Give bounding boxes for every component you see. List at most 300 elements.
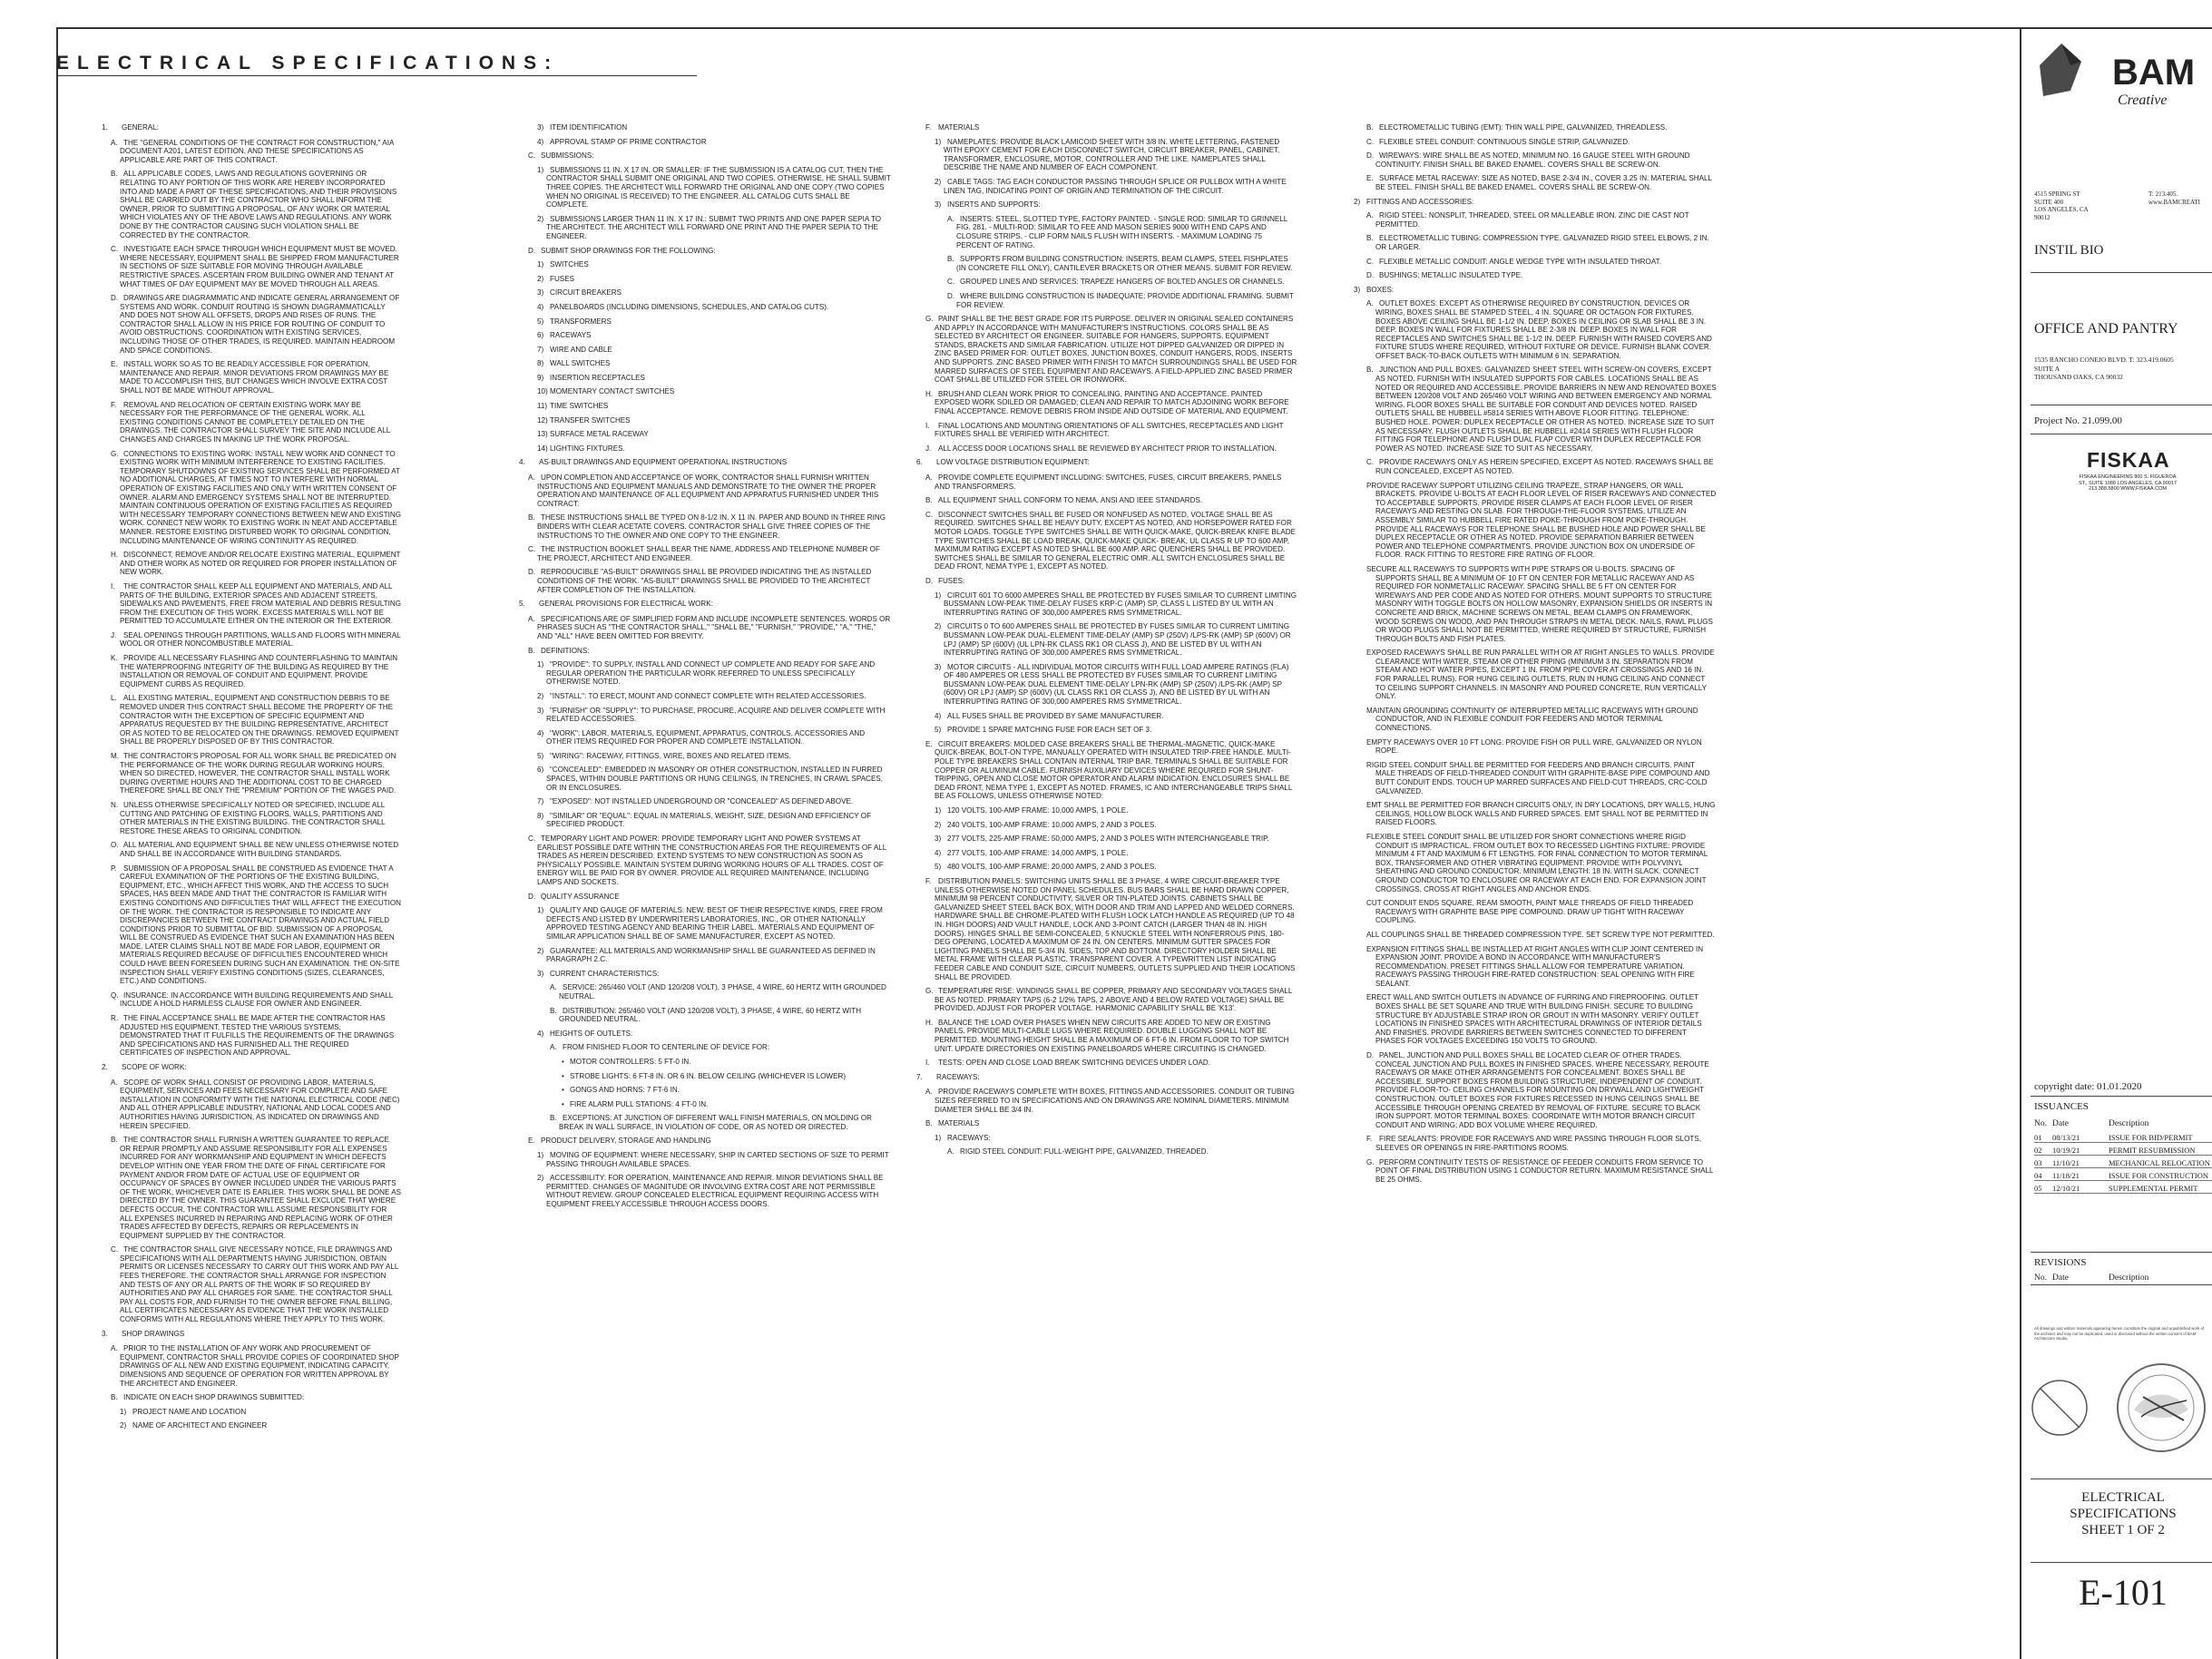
spec-text: INSERTION RECEPTACLES <box>550 373 645 382</box>
spec-marker: 7. <box>916 1072 923 1081</box>
spec-marker: 1) <box>935 1133 942 1142</box>
spec-paragraph <box>519 275 891 284</box>
spec-paragraph <box>519 247 891 256</box>
spec-text: 240 VOLTS, 100-AMP FRAME: 10,000 AMPS, 2 AND 3 POLES. <box>947 820 1157 829</box>
spec-text: MOVING OF EQUIPMENT: WHERE NECESSARY, SHIP IN CARTED SECTIONS OF SIZE TO PERMIT PASSING THROUGH AVAILABLE SPACES. <box>546 1151 889 1168</box>
issuance-date: 10/19/21 <box>2052 1146 2080 1155</box>
spec-marker: 2) <box>120 1421 127 1430</box>
firm-address-line: 90012 <box>2034 213 2051 221</box>
col-header-description: Description <box>2109 1274 2149 1283</box>
logo-text: BAM <box>2112 53 2196 93</box>
spec-paragraph <box>519 983 891 1000</box>
spec-paragraph <box>519 568 891 594</box>
spec-paragraph <box>1336 151 1717 169</box>
spec-marker: D. <box>111 294 119 303</box>
spec-marker: C. <box>1366 458 1375 467</box>
spec-text: PROVIDE COMPLETE EQUIPMENT INCLUDING: SWITCHES, FUSES, CIRCUIT BREAKERS, PANELS AND TRANSFORMERS. <box>935 473 1282 491</box>
spec-paragraph <box>519 317 891 327</box>
spec-paragraph <box>519 303 891 312</box>
spec-text: GENERAL PROVISIONS FOR ELECTRICAL WORK: <box>539 600 713 609</box>
spec-paragraph <box>102 170 401 239</box>
spec-marker: 4. <box>519 458 525 467</box>
spec-paragraph <box>519 766 891 792</box>
spec-paragraph <box>1336 258 1717 267</box>
spec-text: INSTALL WORK SO AS TO BE READILY ACCESSIBLE FOR OPERATION, MAINTENANCE AND REPAIR. MINOR DEVIATIONS FROM DRAWINGS MAY BE MADE TO ACCOMPLISH THIS, BUT CHANGES WHICH INVOLVE EXTRA COST SHALL NOT BE MADE WITHOUT APPROVAL. <box>120 360 389 395</box>
issuance-date: 08/13/21 <box>2052 1133 2080 1142</box>
spec-text: "EXPOSED": NOT INSTALLED UNDERGROUND OR "CONCEALED" AS DEFINED ABOVE. <box>550 797 854 806</box>
spec-paragraph <box>519 893 891 902</box>
spec-text: THE FINAL ACCEPTANCE SHALL BE MADE AFTER THE CONTRACTOR HAS ADJUSTED HIS EQUIPMENT, TESTED THE VARIOUS SYSTEMS, DEMONSTRATED THAT IT FULFILLS THE REQUIREMENTS OF THE DRAWINGS AND SPECIFICATIONS AND HAS FURNISHED ALL THE REQUIRED CERTIFICATES OF INSPECTION AND APPROVAL. <box>120 1014 395 1058</box>
spec-text: WHERE BUILDING CONSTRUCTION IS INADEQUATE: PROVIDE ADDITIONAL FRAMING. SUBMIT FOR REVIEW. <box>956 291 1294 309</box>
firm-logo <box>2034 38 2212 114</box>
spec-paragraph <box>519 402 891 411</box>
issuance-desc: MECHANICAL RELOCATION <box>2109 1158 2210 1167</box>
sheet-title-line: ELECTRICAL <box>2081 1490 2165 1505</box>
spec-section-heading <box>519 458 891 467</box>
spec-marker: 2) <box>935 622 942 631</box>
spec-text: FINAL LOCATIONS AND MOUNTING ORIENTATIONS OF ALL SWITCHES, RECEPTACLES AND LIGHT FIXTURES SHALL BE VERIFIED WITH ARCHITECT. <box>935 421 1284 439</box>
client-address-line: THOUSAND OAKS, CA 90032 <box>2034 373 2123 381</box>
spec-paragraph <box>102 841 401 858</box>
spec-section-heading <box>102 1330 401 1339</box>
spec-paragraph <box>102 801 401 835</box>
spec-text: SUBMISSION OF A PROPOSAL SHALL BE CONSTRUED AS EVIDENCE THAT A CAREFUL EXAMINATION OF THE PORTIONS OF THE EXISTING BUILDING, EQUIPMENT, ETC., WHICH AFFECT THIS WORK, AND THE ACCESS TO SUCH SPACES, HAS BEEN MADE AND THAT THE CONTRACTOR IS FAMILIAR WITH EXISTING CONDITIONS AND DIFFICULTIES THAT WILL AFFECT THE EXECUTION OF THE WORK. THE CONTRACTOR IS RESPONSIBLE TO INDICATE ANY DISCREPANCIES BETWEEN THE CONTRACT DRAWINGS AND ACTUAL FIELD CONDITIONS PRIOR TO SUBMITTAL OF BID. SUBMISSION OF A PROPOSAL WILL BE CONSTRUED AS EVIDENCE THAT SUCH AN EXAMINATION HAS BEEN MADE. LATER CLAIMS SHALL NOT BE MADE FOR LABOR, EQUIPMENT OR MATERIALS REQUIRED BECAUSE OF DIFFICULTIES ENCOUNTERED WHICH COULD HAVE BEEN FORESEEN DURING SUCH AN EXAMINATION. THE ON-SITE INSPECTION SHALL VERIFY EXISTING CONDITIONS (SIZES, CLEARANCES, ETC.) AND CONDITIONS. <box>120 864 401 986</box>
spec-paragraph <box>1336 271 1717 280</box>
spec-paragraph <box>102 1344 401 1388</box>
spec-marker: • <box>562 1086 564 1095</box>
col-header-no: No. <box>2034 1119 2047 1128</box>
spec-text: ELECTROMETALLIC TUBING (EMT): THIN WALL PIPE, GALVANIZED, THREADLESS. <box>1379 123 1668 132</box>
spec-marker: 3) <box>935 834 942 844</box>
spec-marker: F. <box>925 123 932 132</box>
divider <box>2031 1478 2212 1479</box>
spec-marker: B. <box>550 1114 557 1123</box>
spec-text: EMT SHALL BE PERMITTED FOR BRANCH CIRCUITS ONLY, IN DRY LOCATIONS, DRY WALLS, HUNG CEILINGS, HOLLOW BLOCK WALLS AND FURRED SPACES. EMT SHALL NOT BE PERMITTED IN RAISED FLOORS. <box>1366 801 1716 827</box>
spec-marker: 3) <box>537 288 544 298</box>
logo-subtext: Creative <box>2118 93 2168 108</box>
spec-paragraph <box>102 551 401 577</box>
spec-paragraph <box>519 970 891 979</box>
spec-paragraph <box>1336 1135 1717 1152</box>
spec-paragraph <box>916 712 1297 721</box>
spec-text: SERVICE: 265/460 VOLT (AND 120/208 VOLT), 3 PHASE, 4 WIRE, 60 HERTZ WITH GROUNDED NEUTRAL. <box>559 983 886 1000</box>
spec-paragraph <box>519 545 891 562</box>
spec-marker: A. <box>550 983 557 992</box>
spec-paragraph <box>519 260 891 269</box>
spec-text: CIRCUIT BREAKERS: MOLDED CASE BREAKERS SHALL BE THERMAL-MAGNETIC, QUICK-MAKE QUICK-BREAK, BOLT-ON TYPE, MANUALLY OPERATED WITH INSULATED TRIP-FREE HANDLE. MULTI-POLE TYPE BREAKERS SHALL CONTAIN INTERNAL TRIP BAR. TERMINALS SHALL BE SUITABLE FOR COPPER OR ALUMINUM CABLE. FURNISH AUXILIARY DEVICES WHERE REQUIRED FOR SHUNT-TRIPPING, OPEN AND CLOSE MOTOR OPERATOR AND ALARM INDICATION. ENCLOSURES SHALL BE DEAD FRONT, NEMA TYPE 1, EXCEPT AS NOTED. FRAMES, IC AND INTERCHANGEABLE TRIPS SHALL BE AS FOLLOWS, UNLESS OTHERWISE NOTED: <box>935 739 1293 801</box>
spec-text: SECURE ALL RACEWAYS TO SUPPORTS WITH PIPE STRAPS OR U-BOLTS. SPACING OF SUPPORTS SHALL BE A MINIMUM OF 10 FT ON CENTER FOR METALLIC RACEWAY AND AS REQUIRED FOR NONMETALLIC RACEWAY. SPACING SHALL BE 5 FT ON CENTER FOR WIREWAYS AND PER CODE AND AS NOTED FOR OTHERS. MOUNT SUPPORTS TO STRUCTURE MASONRY WITH TOGGLE BOLTS ON HOLLOW MASONRY, EXPANSION SHIELDS OR INSERTS IN CONCRETE AND BRICK, MACHINE SCREWS ON METAL, BEAM CLAMPS ON FRAMEWORK, WOOD SCREWS ON WOOD, AND PAN THROUGH STRAPS IN METAL DECK. NAILS, RAWL PLUGS OR WOOD PLUGS SHALL NOT BE PERMITTED, WHERE REQUIRED BY STRUCTURE, FURNISH THROUGH BOLTS AND FISH PLATES. <box>1366 564 1713 643</box>
spec-marker: B. <box>925 496 933 505</box>
spec-text: RACEWAYS: <box>936 1072 980 1081</box>
spec-text: PANELBOARDS (INCLUDING DIMENSIONS, SCHEDULES, AND CATALOG CUTS). <box>550 302 829 311</box>
spec-paragraph <box>519 906 891 941</box>
spec-column-1 <box>102 123 401 1436</box>
spec-marker: 1) <box>537 165 544 174</box>
spec-marker: 2) <box>537 691 544 700</box>
firm-phone: T: 213.405. <box>2148 190 2178 198</box>
issuance-row <box>2034 1132 2212 1143</box>
spec-text: LIGHTING FIXTURES. <box>550 444 625 453</box>
spec-text: SUBMISSIONS LARGER THAN 11 IN. X 17 IN.: SUBMIT TWO PRINTS AND ONE PAPER SEPIA TO THE ARCHITECT. THE ARCHITECT WILL FORWARD ONE PRINT AND THE PAPER SEPIA TO THE ENGINEER. <box>546 214 882 240</box>
spec-text: 480 VOLTS, 100-AMP FRAME: 20,000 AMPS, 2 AND 3 POLES. <box>947 863 1157 872</box>
spec-paragraph <box>102 582 401 626</box>
spec-marker: G. <box>1366 1157 1375 1166</box>
spec-marker: 5) <box>537 751 544 760</box>
spec-paragraph <box>1336 1158 1717 1185</box>
spec-marker: 7) <box>537 345 544 354</box>
spec-text: MOTOR CONTROLLERS: 5 FT-0 IN. <box>570 1057 691 1066</box>
spec-text: ALL FUSES SHALL BE PROVIDED BY SAME MANUFACTURER. <box>947 711 1164 720</box>
spec-marker: B. <box>528 646 535 655</box>
project-number: Project No. 21.099.00 <box>2034 415 2122 426</box>
spec-text: PROVIDE ALL NECESSARY FLASHING AND COUNTERFLASHING TO MAINTAIN THE WATERPROOFING INTEGRITY OF THE BUILDING AS REQUIRED BY THE INSTALLATION OR REMOVAL OF CONDUIT AND EQUIPMENT. PROVIDE EQUIPMENT CURBS AS REQUIRED. <box>120 654 398 688</box>
spec-marker: 2) <box>537 274 544 283</box>
spec-marker: 2) <box>537 1174 544 1183</box>
spec-text: ITEM IDENTIFICATION <box>550 123 628 132</box>
spec-marker: E. <box>111 360 118 369</box>
spec-marker: J. <box>925 444 932 453</box>
spec-text: JUNCTION AND PULL BOXES: GALVANIZED SHEET STEEL WITH SCREW-ON COVERS, EXCEPT AS NOTED. FURNISH WITH INSULATED SUPPORTS FOR CABLES. LOCATIONS SHALL BE AS NOTED OR REQUIRED AND ACCESSIBLE. PROVIDE BARRIERS IN NEW AND RENOVATED BOXES BETWEEN 120/208 VOLT AND 265/460 VOLT WIRING AND BETWEEN EMERGENCY AND NORMAL WIRING. FLOOR BOXES SHALL BE SUITABLE FOR CONDUIT AND DEVICES NOTED. RAISED OUTLETS SHALL BE HUBBELL #5814 SERIES WITH ABOVE FLOOR FITTING. TELEPHONE: BUSHED HOLE. POWER: DUPLEX RECEPTACLE OR OTHER AS NOTED. INCREASE SIZE TO SUIT AS NECESSARY. FLUSH OUTLETS SHALL BE HUBBELL #2414 SERIES WITH FLUSH FLOOR FITTING FOR TELEPHONE AND FLUSH DUAL FLAP COVER WITH DUPLEX RECEPTACLE FOR POWER AS NOTED. INCREASE SIZE TO SUIT AS NECESSARY. <box>1375 366 1717 453</box>
spec-paragraph <box>916 511 1297 571</box>
spec-marker: A. <box>1366 299 1374 308</box>
spec-text: "PROVIDE": TO SUPPLY, INSTALL AND CONNECT UP COMPLETE AND READY FOR SAFE AND REGULAR OPERATION THE PARTICULAR WORK REFERRED TO UNLESS SPECIFICALLY OTHERWISE NOTED. <box>546 660 876 687</box>
col-header-date: Date <box>2052 1119 2069 1128</box>
spec-paragraph <box>519 615 891 641</box>
spec-paragraph <box>519 416 891 425</box>
spec-text: THE CONTRACTOR SHALL GIVE NECESSARY NOTICE, FILE DRAWINGS AND SPECIFICATIONS WITH ALL DEPARTMENTS HAVING JURISDICTION, OBTAIN PERMITS OR LICENSES NECESSARY TO CARRY OUT THIS WORK AND PAY ALL FEES THEREFORE. THE CONTRACTOR SHALL ARRANGE FOR INSPECTION AND TESTS OF ANY OR ALL PARTS OF THE WORK IF SO REQUIRED BY AUTHORITIES AND PAY ALL CHARGES FOR SAME. THE CONTRACTOR SHALL PAY ALL COSTS FOR, AND FURNISH TO THE OWNER BEFORE FINAL BILLING, ALL CERTIFICATES NECESSARY AS EVIDENCE THAT THE WORK INSTALLED CONFORMS WITH ALL REGULATIONS WHERE THEY APPLY TO THIS WORK. <box>120 1245 399 1324</box>
spec-paragraph <box>916 591 1297 618</box>
spec-paragraph <box>1336 738 1717 756</box>
spec-marker: 12) <box>537 415 548 425</box>
spec-paragraph <box>519 660 891 687</box>
spec-marker: I. <box>111 581 115 590</box>
spec-paragraph <box>916 806 1297 815</box>
spec-paragraph <box>1336 366 1717 453</box>
client-address-line: 1535 RANCHO CONEJO BLVD. T: 323.419.0605 <box>2034 356 2174 364</box>
spec-marker: 3) <box>537 706 544 715</box>
spec-text: QUALITY ASSURANCE <box>541 892 620 901</box>
spec-paragraph <box>102 1136 401 1240</box>
spec-marker: M. <box>111 752 119 760</box>
spec-section-heading <box>916 458 1297 467</box>
spec-paragraph <box>519 331 891 340</box>
spec-marker: F. <box>925 876 932 885</box>
spec-paragraph <box>916 577 1297 586</box>
spec-marker: H. <box>111 551 119 560</box>
spec-marker: 4) <box>537 728 544 737</box>
spec-text: NAME OF ARCHITECT AND ENGINEER <box>132 1421 268 1430</box>
spec-text: STROBE LIGHTS: 6 FT-8 IN. OR 6 IN. BELOW CEILING (WHICHEVER IS LOWER) <box>570 1071 847 1080</box>
spec-text: OUTLET BOXES: EXCEPT AS OTHERWISE REQUIRED BY CONSTRUCTION, DEVICES OR WIRING, BOXES SHALL BE STAMPED STEEL, 4 IN. SQUARE OR OCTAGON FOR FIXTURES. BOXES ABOVE CEILING SHALL BE 1-1/2 IN. DEEP. BOXES IN CEILING OR SLAB SHALL BE 3 IN. DEEP. BOXES IN WALL FOR FIXTURES SHALL BE 2-3/8 IN. DEEP. BOXES IN WALL FOR RECEPTACLES AND SWITCHES SHALL BE 1-1/2 IN. DEEP. FURNISH WITH RAISED COVERS AND FIXTURE STUDS WHERE REQUIRED, WITHOUT FIXTURE OR DEVICE. FURNISH BLANK COVER. OFFSET BACK-TO-BACK OUTLETS WITH MINIMUM 6 IN. SEPARATION. <box>1375 299 1712 360</box>
spec-text: "WIRING": RACEWAY, FITTINGS, WIRE, BOXES AND RELATED ITEMS. <box>550 751 791 760</box>
spec-column-3 <box>916 123 1297 1162</box>
spec-paragraph <box>519 444 891 454</box>
spec-paragraph <box>519 1058 891 1067</box>
spec-marker: 1) <box>537 906 544 915</box>
spec-text: GENERAL: <box>122 123 159 132</box>
engineer-stamp-icon <box>2025 1353 2212 1462</box>
spec-text: FLEXIBLE STEEL CONDUIT SHALL BE UTILIZED FOR SHORT CONNECTIONS WHERE RIGID CONDUIT IS IMPRACTICAL. FROM OUTLET BOX TO RECESSED LIGHTING FIXTURE: PROVIDE MINIMUM 4 FT AND MAXIMUM 6 FT LENGTHS. FOR FINAL CONNECTION TO MOTOR TERMINAL BOX, TRANSFORMER AND OTHER VIBRATING EQUIPMENT: PROVIDE WITH POLYVINYL SHEATHING AND GROUND CONDUCTOR. MINIMUM LENGTH: 18 IN. WITH SLACK. CONNECT GROUND CONDUCTOR TO ENCLOSURE OR RACEWAY AT EACH END. FOR EXPANSION JOINT CROSSINGS, CROSS AT RIGHT ANGLES AND ANCHOR ENDS. <box>1366 832 1708 893</box>
spec-text: TEMPORARY LIGHT AND POWER: PROVIDE TEMPORARY LIGHT AND POWER SYSTEMS AT EARLIEST POSSIBLE DATE WITHIN THE CONSTRUCTION AREAS FOR THE REQUIREMENTS OF ALL TRADES AS HEREIN DESCRIBED. EXTEND SYSTEMS TO NEW CONSTRUCTION AS SOON AS PHYSICALLY POSSIBLE. MAINTAIN SYSTEM DURING WORKING HOURS OF ALL TRADES. COST OF ENERGY WILL BE PAID FOR BY OWNER. PROVIDE ALL REQUIRED MAINTENANCE, INCLUDING LAMPS AND SOCKETS. <box>537 834 886 886</box>
spec-text: TIME SWITCHES <box>550 402 609 411</box>
spec-paragraph <box>519 1137 891 1146</box>
spec-marker: 3) <box>537 969 544 978</box>
spec-paragraph <box>1336 761 1717 795</box>
spec-paragraph <box>102 1421 401 1430</box>
sheet-number: E-101 <box>2079 1572 2168 1613</box>
spec-marker: N. <box>111 800 119 809</box>
spec-paragraph <box>1336 649 1717 701</box>
spec-text: THE "GENERAL CONDITIONS OF THE CONTRACT FOR CONSTRUCTION," AIA DOCUMENT A201, LATEST EDITION, AND THESE SPECIFICATIONS AS APPLICABLE ARE PART OF THIS CONTRACT. <box>120 138 394 164</box>
spec-paragraph <box>916 215 1297 249</box>
stamps <box>2025 1353 2212 1471</box>
spec-marker: G. <box>925 987 934 996</box>
spec-paragraph <box>1336 299 1717 360</box>
spec-paragraph <box>916 496 1297 505</box>
spec-paragraph <box>519 215 891 241</box>
spec-text: DISTRIBUTION: 265/460 VOLT (AND 120/208 VOLT), 3 PHASE, 4 WIRE, 60 HERTZ WITH GROUNDED NEUTRAL. <box>559 1006 862 1024</box>
spec-paragraph <box>102 1393 401 1402</box>
spec-paragraph <box>1336 945 1717 989</box>
spec-marker: G. <box>925 315 934 324</box>
client-address <box>2034 356 2212 382</box>
spec-marker: A. <box>111 1078 118 1087</box>
spec-marker: A. <box>1366 211 1374 220</box>
spec-marker: C. <box>528 545 536 554</box>
spec-text: SUBMISSIONS: <box>541 151 594 161</box>
spec-text: CIRCUIT BREAKERS <box>550 288 622 298</box>
spec-paragraph <box>1336 833 1717 893</box>
spec-marker: A. <box>925 473 933 482</box>
spec-marker: 9) <box>537 373 544 382</box>
spec-text: SHOP DRAWINGS <box>122 1329 185 1338</box>
spec-text: MATERIALS <box>938 123 980 132</box>
spec-text: DISTRIBUTION PANELS: SWITCHING UNITS SHALL BE 3 PHASE, 4 WIRE CIRCUIT-BREAKER TYPE UNLESS OTHERWISE NOTED ON PANEL SCHEDULES. BUS BARS SHALL BE HARD DRAWN COPPER, MINIMUM 98 PERCENT CONDUCTIVITY, SILVER OR TIN-PLATED JOINTS. CABINETS SHALL BE GALVANIZED SHEET STEEL BACK BOX, WITH DOOR AND TRIM AND LAPPED AND WELDED CORNERS. HARDWARE SHALL BE CHROME-PLATED WITH FLUSH LOCK LATCH HANDLE AS REQUIRED (UP TO 48 IN. HIGH DOORS) AND VAULT HANDLE, LOCK AND 3-POINT CATCH (LARGER THAN 48 IN. HIGH DOORS). HINGES SHALL BE SEMI-CONCEALED, 5 KNUCKLE STEEL WITH NONFERROUS PINS, 180-DEG OPENING, LOCATED A MAXIMUM OF 24 IN. ON CENTERS. MINIMUM GUTTER SPACES FOR LIGHTING PANELS SHALL BE 5-3/4 IN. SIDES, TOP AND BOTTOM. DIRECTORY HOLDER SHALL BE METAL FRAME WITH CLEAR PLASTIC, TRANSPARENT COVER. A TYPEWRITTEN LIST INDICATING FEEDER CABLE AND CONDUIT SIZE, CIRCUIT NUMBERS, OUTLETS SUPPLIED AND THEIR LOCATIONS SHALL BE PROVIDED. <box>935 876 1296 981</box>
spec-paragraph <box>916 473 1297 491</box>
spec-text: SUBMIT SHOP DRAWINGS FOR THE FOLLOWING: <box>541 246 716 255</box>
spec-marker: C. <box>1366 257 1375 266</box>
spec-paragraph <box>102 1078 401 1131</box>
revisions-title: REVISIONS <box>2034 1257 2087 1268</box>
firm-address-line: 4515 SPRING ST <box>2034 190 2080 198</box>
spec-paragraph <box>1336 174 1717 191</box>
spec-text: CUT CONDUIT ENDS SQUARE, REAM SMOOTH, PAINT MALE THREADS OF FIELD THREADED RACEWAYS WITH GRAPHITE BASE PIPE COMPOUND. DRAW UP TIGHT WITH RACEWAY COUPLING. <box>1366 899 1694 925</box>
spec-marker: 13) <box>537 430 548 439</box>
issuance-date: 12/10/21 <box>2052 1184 2080 1193</box>
spec-paragraph <box>519 1086 891 1095</box>
spec-marker: 5. <box>519 600 525 609</box>
spec-paragraph <box>916 1059 1297 1068</box>
spec-column-4 <box>1336 123 1717 1189</box>
spec-text: THE CONTRACTOR'S PROPOSAL FOR ALL WORK SHALL BE PREDICATED ON THE PERFORMANCE OF THE WORK DURING REGULAR WORKING HOURS. WHEN SO DIRECTED, HOWEVER, THE CONTRACTOR SHALL INSTALL WORK DURING OVERTIME HOURS AND THE ADDITIONAL COST TO BE CHARGED THEREFORE SHALL BE ONLY THE "PREMIUM" PORTION OF THE WAGES PAID. <box>120 752 396 795</box>
spec-paragraph <box>1336 123 1717 132</box>
spec-paragraph <box>102 864 401 986</box>
spec-text: DISCONNECT SWITCHES SHALL BE FUSED OR NONFUSED AS NOTED, VOLTAGE SHALL BE AS REQUIRED. SWITCHES SHALL BE HEAVY DUTY, EXCEPT AS NOTED, AND HORSEPOWER RATED FOR MOTOR LOADS. TOGGLE TYPE SWITCHES SHALL BE WITH QUICK-MAKE, QUICK-BREAK KNIFE BLADE TYPE SWITCHES SHALL BE LOAD BREAK, QUICK-MAKE QUICK- BREAK, UL CLASS R UP TO 600 AMP, MAXIMUM RATING EXCEPT AS NOTED SHALL BE 600 AMP. ARC QUENCHERS SHALL BE PROVIDED. SWITCHES SHALL BE SIMILAR TO GENERAL ELECTRIC OMR. ALL SWITCH ENCLOSURES SHALL BE DEAD FRONT, NEMA TYPE 1, EXCEPT AS NOTED. <box>935 510 1297 571</box>
spec-text: LOW VOLTAGE DISTRIBUTION EQUIPMENT: <box>936 458 1090 467</box>
col-header-no: No. <box>2034 1274 2047 1283</box>
spec-marker: C. <box>1366 137 1375 146</box>
spec-text: HEIGHTS OF OUTLETS: <box>550 1029 633 1038</box>
spec-paragraph <box>102 1408 401 1417</box>
spec-text: SURFACE METAL RACEWAY: SIZE AS NOTED, BASE 2-3/4 IN., COVER 3.25 IN. MATERIAL SHALL BE STEEL. FINISH SHALL BE BAKED ENAMEL. COVERS SHALL BE SCREW-ON. <box>1375 174 1712 191</box>
spec-paragraph <box>102 401 401 444</box>
spec-paragraph <box>1336 211 1717 229</box>
divider <box>2031 1252 2212 1253</box>
spec-text: 277 VOLTS, 225-AMP FRAME: 50,000 AMPS, 2 AND 3 POLES WITH INTERCHANGEABLE TRIP. <box>947 834 1269 844</box>
spec-paragraph <box>519 752 891 761</box>
spec-marker: A. <box>111 138 118 147</box>
spec-text: MOTOR CIRCUITS - ALL INDIVIDUAL MOTOR CIRCUITS WITH FULL LOAD AMPERE RATINGS (FLA) OF 480 AMPERES OR LESS SHALL BE PROTECTED BY FUSES SIMILAR TO CURRENT LIMITING BUSSMANN LOW-PEAK DUAL ELEMENT TIME-DELAY LPN-RK (AMP) SP (250V) /LPS-RK (AMP) SP (600V) OR LPJ (AMP) SP (600V) (UL CLASS RK1 OR CLASS J), AND BE LISTED BY UL WITH AN INTERRUPTING RATING OF 300,000 AMPERES RMS SYMMETRICAL. <box>944 662 1289 707</box>
divider <box>2031 1096 2212 1097</box>
spec-marker: H. <box>925 389 934 398</box>
spec-marker: A. <box>947 1147 954 1156</box>
spec-text: SCOPE OF WORK SHALL CONSIST OF PROVIDING LABOR, MATERIALS, EQUIPMENT, SERVICES AND FEES NECESSARY FOR COMPLETE AND SAFE INSTALLATION IN CONFORMITY WITH THE NATIONAL ELECTRICAL CODE (NEC) AND ALL OTHER APPLICABLE INDUSTRY, NATIONAL AND LOCAL CODES AND AUTHORITIES HAVING JURISDICTION, AS INDICATED ON DRAWINGS AND HEREIN SPECIFIED. <box>120 1078 400 1130</box>
spec-marker: E. <box>1366 174 1374 183</box>
spec-marker: R. <box>111 1014 119 1023</box>
spec-text: RACEWAYS: <box>947 1133 991 1142</box>
spec-paragraph <box>519 1007 891 1024</box>
spec-text: INSURANCE: IN ACCORDANCE WITH BUILDING REQUIREMENTS AND SHALL INCLUDE A HOLD HARMLESS CLAUSE FOR OWNER AND ENGINEER. <box>120 991 393 1009</box>
spec-paragraph <box>916 278 1297 287</box>
spec-text: SWITCHES <box>550 260 589 269</box>
spec-section-heading <box>916 1073 1297 1082</box>
spec-marker: 3) <box>935 662 942 671</box>
spec-paragraph <box>1336 993 1717 1046</box>
spec-paragraph <box>519 647 891 656</box>
spec-text: TRANSFER SWITCHES <box>550 415 631 425</box>
spec-marker: A. <box>925 1088 933 1097</box>
spec-paragraph <box>1336 458 1717 475</box>
spec-text: RIGID STEEL CONDUIT SHALL BE PERMITTED FOR FEEDERS AND BRANCH CIRCUITS. PAINT MALE THREADS OF FIELD-THREADED CONDUIT WITH GRAPHITE-BASE PIPE COMPOUND AND BUTT CONDUIT ENDS. TOUCH UP MARRED SURFACES AND FIELD-CUT THREADS, CRC-COLD GALVANIZED. <box>1366 760 1710 795</box>
spec-marker: D. <box>947 291 955 300</box>
spec-paragraph <box>916 200 1297 210</box>
spec-text: CABLE TAGS: TAG EACH CONDUCTOR PASSING THROUGH SPLICE OR PULLBOX WITH A WHITE LINEN TAG, INDICATING POINT OF ORIGIN AND TERMINATION OF THE CIRCUIT. <box>944 177 1287 195</box>
spec-paragraph <box>102 654 401 688</box>
spec-marker: C. <box>947 278 955 287</box>
spec-text: FROM FINISHED FLOOR TO CENTERLINE OF DEVICE FOR: <box>563 1043 770 1052</box>
spec-paragraph <box>519 513 891 540</box>
spec-marker: A. <box>528 473 535 483</box>
spec-text: APPROVAL STAMP OF PRIME CONTRACTOR <box>550 137 707 146</box>
spec-paragraph <box>916 292 1297 309</box>
spec-text: EXPANSION FITTINGS SHALL BE INSTALLED AT RIGHT ANGLES WITH CLIP JOINT CENTERED IN EXPANSION JOINT. PROVIDE A BOND IN ACCORDANCE WITH MANUFACTURER'S RECOMMENDATION. PRESET FITTINGS SHALL ALLOW FOR TEMPERATURE VARIATION. RACEWAYS PASSING THROUGH FIRE-RATED CONSTRUCTION: SEAL OPENING WITH FIRE SEALANT. <box>1366 944 1704 988</box>
spec-marker: B. <box>528 513 535 522</box>
issuance-row <box>2034 1157 2212 1168</box>
spec-marker: 6. <box>916 458 923 467</box>
spec-text: REMOVAL AND RELOCATION OF CERTAIN EXISTING WORK MAY BE NECESSARY FOR THE PERFORMANCE OF THE GENERAL WORK. ALL EXISTING CONDITIONS CANNOT BE COMPLETELY DETAILED ON THE DRAWINGS. THE CONTRACTOR SHALL SURVEY THE SITE AND INCLUDE ALL CHANGES AND CHARGES IN MAKING UP THE WORK PROPOSAL. <box>120 400 390 444</box>
spec-marker: 1) <box>935 590 942 600</box>
spec-marker: 14) <box>537 444 548 453</box>
spec-paragraph <box>916 622 1297 657</box>
spec-marker: I. <box>925 421 930 430</box>
spec-paragraph <box>916 422 1297 439</box>
spec-text: UNLESS OTHERWISE SPECIFICALLY NOTED OR SPECIFIED, INCLUDE ALL CUTTING AND PATCHING OF EXISTING FLOORS, WALLS, PARTITIONS AND OTHER MATERIALS IN THE EXISTING BUILDING. THE CONTRACTOR SHALL RESTORE THESE AREAS TO ORIGINAL CONDITION. <box>120 800 386 835</box>
spec-paragraph <box>1336 707 1717 733</box>
spec-text: CURRENT CHARACTERISTICS: <box>550 969 660 978</box>
spec-text: FLEXIBLE METALLIC CONDUIT: ANGLE WEDGE TYPE WITH INSULATED THROAT. <box>1379 257 1661 266</box>
spec-text: RIGID STEEL: NONSPLIT, THREADED, STEEL OR MALLEABLE IRON. ZINC DIE CAST NOT PERMITTED. <box>1375 211 1689 229</box>
engineer-details: FISKAA ENGINEERING 800 S. FIGUEROA ST., SUITE 1080 LOS ANGELES, CA 90017 213.388.5800 WWW.FISKAA.COM <box>2079 474 2177 492</box>
spec-text: "CONCEALED": EMBEDDED IN MASONRY OR OTHER CONSTRUCTION, INSTALLED IN FURRED SPACES, WITHIN DOUBLE PARTITIONS OR HUNG CEILINGS, IN TRENCHES, IN CRAWL SPACES, OR IN ENCLOSURES. <box>546 766 884 792</box>
space-name: OFFICE AND PANTRY <box>2034 321 2178 337</box>
spec-paragraph <box>519 166 891 210</box>
spec-marker: G. <box>111 449 119 458</box>
spec-text: SUBMISSIONS 11 IN. X 17 IN. OR SMALLER: IF THE SUBMISSION IS A CATALOG CUT, THEN THE CONTRACTOR SHALL SUBMIT ONE ORIGINAL AND TWO COPIES. OTHERWISE, HE SHALL SUBMIT THREE COPIES. THE ARCHITECT WILL FORWARD THE ORIGINAL AND ONE COPY (TWO COPIES WHEN NO ORIGINAL IS RECEIVED) TO THE ENGINEER. ALL CATALOG CUTS SHALL BE COMPLETE. <box>546 165 891 210</box>
spec-text: FUSES: <box>938 576 965 585</box>
spec-paragraph <box>1336 286 1717 295</box>
spec-paragraph <box>1336 801 1717 827</box>
spec-marker: • <box>562 1099 564 1108</box>
issuance-row <box>2034 1183 2212 1194</box>
spec-marker: A. <box>947 214 954 223</box>
spec-text: WIRE AND CABLE <box>550 345 612 354</box>
spec-marker: 1) <box>537 260 544 269</box>
firm-address <box>2034 190 2116 221</box>
spec-text: ACCESSIBILITY: FOR OPERATION, MAINTENANCE AND REPAIR. MINOR DEVIATIONS SHALL BE PERMITTED. CHANGES OF MAGNITUDE OR INVOLVING EXTRA COST ARE NOT PERMISSIBLE WITHOUT REVIEW. GROUP CONCEALED ELECTRICAL EQUIPMENT REQUIRING ACCESS WITH EQUIPMENT FREELY ACCESSIBLE THROUGH ACCESS DOORS. <box>546 1174 884 1209</box>
spec-text: CIRCUIT 601 TO 6000 AMPERES SHALL BE PROTECTED BY FUSES SIMILAR TO CURRENT LIMITING BUSSMANN LOW-PEAK TIME-DELAY FUSES KRP-C (AMP) SP, CLASS L LISTED BY UL WITH AN INTERRUPTING RATING OF 300,000 AMPERES RMS SYMMETRICAL. <box>944 590 1297 617</box>
spec-paragraph <box>916 863 1297 872</box>
firm-website: www.BAMCREATI <box>2148 198 2200 206</box>
spec-paragraph <box>102 1245 401 1323</box>
spec-text: WALL SWITCHES <box>550 359 611 368</box>
spec-text: THESE INSTRUCTIONS SHALL BE TYPED ON 8-1/2 IN. X 11 IN. PAPER AND BOUND IN THREE RING BINDERS WITH CLEAR ACETATE COVERS. CONTRACTOR SHALL GIVE THREE COPIES OF THE INSTRUCTIONS TO THE OWNER AND ONE COPY TO THE ENGINEER. <box>537 513 886 540</box>
spec-text: FITTINGS AND ACCESSORIES: <box>1366 197 1474 206</box>
spec-paragraph <box>519 288 891 298</box>
firm-address-line: SUITE 400 <box>2034 198 2064 206</box>
spec-marker: P. <box>111 864 117 873</box>
spec-text: ALL COUPLINGS SHALL BE THREADED COMPRESSION TYPE. SET SCREW TYPE NOT PERMITTED. <box>1366 930 1715 939</box>
spec-paragraph <box>519 1174 891 1208</box>
spec-paragraph <box>519 812 891 829</box>
spec-paragraph <box>519 1043 891 1052</box>
spec-paragraph <box>519 374 891 383</box>
spec-marker: • <box>562 1057 564 1066</box>
spec-marker: K. <box>111 654 118 663</box>
spec-text: BUSHINGS: METALLIC INSULATED TYPE. <box>1379 271 1523 280</box>
spec-text: PROVIDE RACEWAYS COMPLETE WITH BOXES, FITTINGS AND ACCESSORIES. CONDUIT OR TUBING SIZES REFERRED TO IN SPECIFICATIONS AND ON DRAWINGS ARE NOMINAL DIAMETERS. MINIMUM DIAMETER SHALL BE 3/4 IN. <box>935 1088 1295 1114</box>
spec-paragraph <box>1336 234 1717 251</box>
spec-text: THE CONTRACTOR SHALL KEEP ALL EQUIPMENT AND MATERIALS, AND ALL PARTS OF THE BUILDING, EXTERIOR SPACES AND ADJACENT STREETS, SIDEWALKS AND PAVEMENTS, FREE FROM MATERIAL AND DEBRIS RESULTING FROM THE EXECUTION OF THIS WORK. EXCESS MATERIALS WILL NOT BE PERMITTED TO ACCUMULATE EITHER ON THE INTERIOR OR THE EXTERIOR. <box>120 581 402 626</box>
spec-text: INVESTIGATE EACH SPACE THROUGH WHICH EQUIPMENT MUST BE MOVED. WHERE NECESSARY, EQUIPMENT SHALL BE SHIPPED FROM MANUFACTURER IN SECTIONS OF SIZE SUITABLE FOR MOVING THROUGH AVAILABLE RESTRICTIVE SPACES. ASCERTAIN FROM BUILDING OWNER AND TENANT AT WHAT TIMES OF DAY EQUIPMENT MAY BE MOVED THROUGH ALL AREAS. <box>120 245 399 288</box>
spec-paragraph <box>519 834 891 887</box>
spec-paragraph <box>519 1151 891 1168</box>
spec-text: PROVIDE RACEWAY SUPPORT UTILIZING CEILING TRAPEZE, STRAP HANGERS, OR WALL BRACKETS. PROVIDE U-BOLTS AT EACH FLOOR LEVEL OF RISER RACEWAYS AND CONNECTED TO ACCEPTABLE SUPPORTS. PROVIDE RISER CLAMPS AT EACH FLOOR LEVEL OF RISER RACEWAYS AND RESTING ON SLAB. FOR THROUGH-THE-FLOOR SYSTEMS, UTILIZE AN ASSEMBLY SIMILAR TO HUBBELL FIRE RATED POKE-THROUGH FROM POKE-THROUGH. PROVIDE ALL RACEWAYS FOR TELEPHONE SHALL BE BUSHED HOLE AND POWER SHALL BE DUPLEX RECEPTACLE OR OTHER AS NOTED. PROVIDE SEPARATION BARRIER BETWEEN POWER AND TELEPHONE COMPARTMENTS. PROVIDE JUNCTION BOX ON UNDERSIDE OF FLOOR. RACK FITTING TO RESTORE FIRE RATING OF FLOOR. <box>1366 481 1717 560</box>
spec-text: PAINT SHALL BE THE BEST GRADE FOR ITS PURPOSE. DELIVER IN ORIGINAL SEALED CONTAINERS AND APPLY IN ACCORDANCE WITH MANUFACTURER'S INSTRUCTIONS. COLORS SHALL BE AS SELECTED BY ARCHITECT OR ENGINEER. SUITABLE FOR HANGERS, SUPPORTS, EQUIPMENT STANDS, BRACKETS AND SIMILAR FABRICATION. UTILIZE HOT DIPPED GALVANIZED OR DIPPED IN ZINC BASED PRIMER FOR: OUTLET BOXES, JUNCTION BOXES, CONDUIT HANGERS, RODS, INSERTS AND SUPPORTS. ZINC BASED PRIMER WITH FINISH TO MATCH SURROUNDINGS SHALL BE USED FOR MARRED SURFACES OF STEEL EQUIPMENT AND RACEWAYS. A FIELD-APPLIED ZINC BASED PRIMER COAT SHALL BE UTILIZED FOR STEEL OR IRONWORK. <box>935 315 1297 385</box>
spec-text: MAINTAIN GROUNDING CONTINUITY OF INTERRUPTED METALLIC RACEWAYS WITH GROUND CONDUCTOR, AND IN FLEXIBLE CONDUIT FOR FEEDERS AND MOTOR TERMINAL CONNECTIONS. <box>1366 706 1698 733</box>
spec-paragraph <box>916 178 1297 195</box>
spec-marker: F. <box>111 400 117 409</box>
spec-paragraph <box>519 430 891 439</box>
spec-paragraph <box>102 752 401 795</box>
spec-paragraph <box>102 991 401 1009</box>
issuance-date: 11/10/21 <box>2052 1158 2080 1167</box>
spec-marker: • <box>562 1071 564 1080</box>
spec-marker: B. <box>111 170 118 179</box>
spec-marker: 4) <box>537 1029 544 1038</box>
spec-marker: D. <box>1366 271 1375 280</box>
spec-paragraph <box>916 987 1297 1013</box>
spec-text: REPRODUCIBLE "AS-BUILT" DRAWINGS SHALL BE PROVIDED INDICATING THE AS INSTALLED CONDITIONS OF THE WORK. "AS-BUILT" DRAWINGS SHALL BE PROVIDED TO THE ARCHITECT AFTER COMPLETION OF THE INSTALLATION. <box>537 568 872 594</box>
spec-marker: 2) <box>935 177 942 186</box>
spec-paragraph <box>1336 899 1717 925</box>
heading-underline <box>56 75 697 76</box>
spec-paragraph <box>519 797 891 806</box>
spec-text: FIRE ALARM PULL STATIONS: 4 FT-0 IN. <box>570 1099 709 1108</box>
spec-text: PROVIDE RACEWAYS ONLY AS HEREIN SPECIFIED, EXCEPT AS NOTED. RACEWAYS SHALL BE RUN CONCEALED, EXCEPT AS NOTED. <box>1375 458 1714 475</box>
issuance-row <box>2034 1170 2212 1181</box>
spec-paragraph <box>916 1019 1297 1053</box>
project-name: INSTIL BIO <box>2034 243 2104 258</box>
